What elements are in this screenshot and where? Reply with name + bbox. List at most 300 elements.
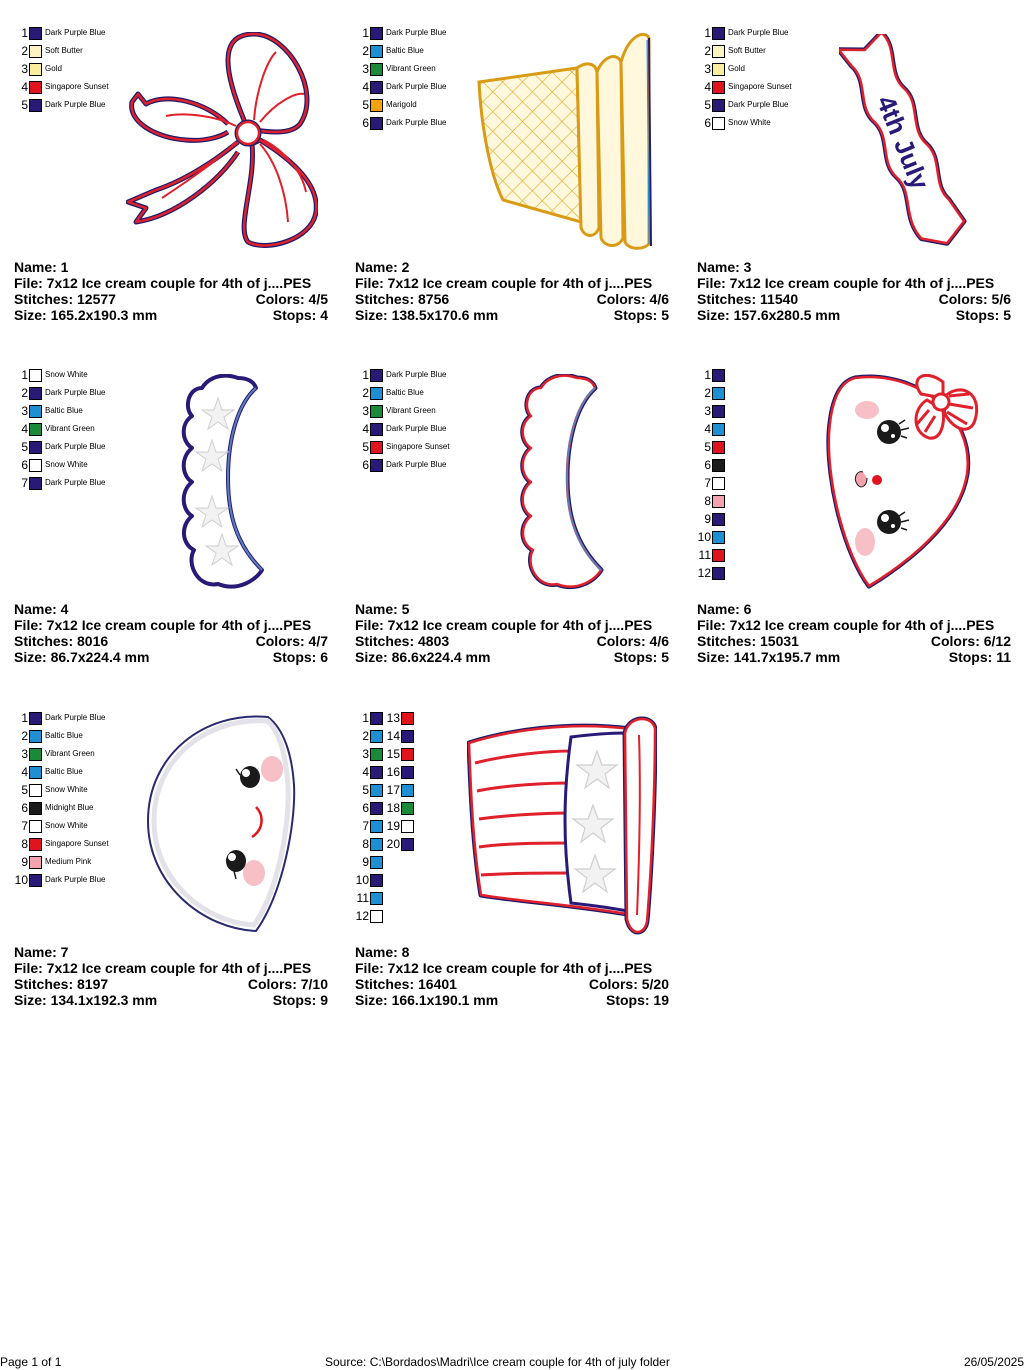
legend-item [697,44,766,58]
color-swatch [29,81,42,94]
legend-number: 1 [704,368,711,382]
color-swatch [370,117,383,130]
legend-number: 10 [14,873,28,887]
color-swatch [401,784,414,797]
legend-number: 5 [704,440,711,454]
design-file: File: 7x12 Ice cream couple for 4th of j....PES [697,617,995,633]
design-size: Size: 86.6x224.4 mm [355,649,491,665]
thread-name: Singapore Sunset [728,82,792,91]
color-swatch [370,730,383,743]
color-swatch [370,820,383,833]
thread-name: Baltic Blue [386,388,424,397]
legend-item [14,729,83,743]
legend-item [355,404,436,418]
legend-number: 5 [21,440,28,454]
legend-item [14,819,88,833]
legend-item [14,476,105,490]
thread-name: Snow White [728,118,771,127]
legend-item [14,26,105,40]
design-stitches: Stitches: 12577 [14,291,116,307]
legend-item [355,368,446,382]
legend-item [14,404,83,418]
banner-text: 4th July [870,91,936,194]
design-card-6 [697,362,1024,682]
legend-number: 8 [21,837,28,851]
design-colors: Colors: 5/20 [588,976,669,992]
color-swatch [29,27,42,40]
legend-item [14,765,83,779]
thread-name: Baltic Blue [386,46,424,55]
thread-name: Dark Purple Blue [386,118,447,127]
thread-name: Singapore Sunset [45,839,109,848]
design-size: Size: 134.1x192.3 mm [14,992,158,1008]
legend-number: 3 [704,404,711,418]
legend-number: 18 [386,801,400,815]
legend-item [355,909,383,923]
legend-item [697,458,725,472]
legend-number: 5 [21,98,28,112]
design-stitches: Stitches: 8756 [355,291,450,307]
legend-number: 6 [704,458,711,472]
thread-name: Dark Purple Blue [45,28,106,37]
legend-item [14,368,88,382]
legend-number: 11 [356,891,369,905]
color-swatch [370,874,383,887]
legend-item [355,44,424,58]
design-name: Name: 6 [697,601,752,617]
legend-number: 1 [21,711,28,725]
legend-number: 2 [21,386,28,400]
legend-item [14,855,91,869]
legend-item [355,440,450,454]
legend-number: 2 [21,44,28,58]
color-swatch [712,117,725,130]
thread-name: Baltic Blue [45,406,83,415]
color-swatch [712,459,725,472]
design-file: File: 7x12 Ice cream couple for 4th of j....PES [355,617,653,633]
design-name: Name: 4 [14,601,69,617]
legend-item [697,440,725,454]
design-stops: Stops: 5 [613,307,669,323]
color-swatch [712,495,725,508]
color-swatch [370,81,383,94]
design-name: Name: 2 [355,259,410,275]
color-swatch [712,567,725,580]
color-swatch [370,838,383,851]
thread-name: Baltic Blue [45,767,83,776]
design-file: File: 7x12 Ice cream couple for 4th of j....PES [697,275,995,291]
thread-name: Vibrant Green [386,406,436,415]
legend-number: 1 [362,711,369,725]
legend-item [355,819,414,833]
color-swatch [712,549,725,562]
legend-number: 4 [21,765,28,779]
thread-name: Dark Purple Blue [45,713,106,722]
legend-item [697,98,788,112]
legend-item [14,458,88,472]
color-swatch [370,423,383,436]
color-swatch [370,856,383,869]
thread-name: Soft Butter [728,46,766,55]
legend-number: 6 [21,801,28,815]
legend-number: 1 [362,368,369,382]
legend-item [697,422,725,436]
legend-number: 4 [704,422,711,436]
legend-item [355,26,446,40]
design-size: Size: 165.2x190.3 mm [14,307,158,323]
design-name: Name: 1 [14,259,69,275]
legend-item [355,422,446,436]
design-name: Name: 3 [697,259,752,275]
legend-item [14,62,62,76]
legend-item [355,891,383,905]
source-path: Source: C:\Bordados\Madri\Ice cream couple for 4th of july folder [325,1355,670,1369]
legend-item [14,422,95,436]
design-stops: Stops: 11 [948,649,1011,665]
legend-number: 12 [355,909,369,923]
thread-name: Dark Purple Blue [728,100,789,109]
design-size: Size: 141.7x195.7 mm [697,649,841,665]
legend-item [14,801,93,815]
print-date: 26/05/2025 [963,1355,1024,1369]
legend-item [355,711,414,725]
legend-number: 4 [21,80,28,94]
legend-item [697,368,725,382]
legend-number: 10 [697,530,711,544]
cream-scoop-icon [517,374,607,592]
thread-name: Dark Purple Blue [45,442,106,451]
legend-item [355,855,383,869]
color-swatch [370,387,383,400]
design-card-3 [697,20,1024,340]
legend-number: 8 [704,494,711,508]
thread-name: Midnight Blue [45,803,94,812]
color-swatch [370,99,383,112]
design-size: Size: 138.5x170.6 mm [355,307,499,323]
color-swatch [29,369,42,382]
legend-number: 11 [698,548,711,562]
thread-name: Vibrant Green [386,64,436,73]
legend-number: 4 [362,80,369,94]
legend-number: 4 [362,765,369,779]
design-stitches: Stitches: 8016 [14,633,109,649]
thread-name: Dark Purple Blue [386,370,447,379]
color-swatch [370,405,383,418]
legend-item [14,783,88,797]
color-swatch [712,369,725,382]
legend-item [697,116,771,130]
thread-name: Dark Purple Blue [386,460,447,469]
color-swatch [29,387,42,400]
color-swatch [29,441,42,454]
design-size: Size: 166.1x190.1 mm [355,992,499,1008]
legend-number: 7 [21,819,28,833]
design-colors: Colors: 4/6 [596,633,669,649]
design-stitches: Stitches: 16401 [355,976,457,992]
legend-number: 2 [704,386,711,400]
thread-name: Dark Purple Blue [386,28,447,37]
design-file: File: 7x12 Ice cream couple for 4th of j....PES [355,275,653,291]
color-swatch [29,856,42,869]
design-file: File: 7x12 Ice cream couple for 4th of j....PES [14,960,312,976]
color-swatch [29,45,42,58]
legend-number: 3 [362,404,369,418]
color-swatch [29,730,42,743]
color-swatch [401,730,414,743]
legend-item [697,26,788,40]
color-swatch [29,459,42,472]
design-stops: Stops: 9 [272,992,328,1008]
legend-item [697,530,725,544]
legend-item [355,873,383,887]
color-swatch [29,712,42,725]
design-stitches: Stitches: 15031 [697,633,799,649]
color-swatch [29,874,42,887]
thread-name: Baltic Blue [45,731,83,740]
legend-item [355,801,414,815]
legend-number: 2 [362,386,369,400]
legend-number: 6 [704,116,711,130]
design-colors: Colors: 7/10 [247,976,328,992]
legend-number: 4 [704,80,711,94]
thread-name: Marigold [386,100,417,109]
design-colors: Colors: 4/5 [255,291,328,307]
legend-number: 6 [21,458,28,472]
legend-number: 3 [362,62,369,76]
design-stops: Stops: 19 [605,992,669,1008]
design-file: File: 7x12 Ice cream couple for 4th of j....PES [14,617,312,633]
legend-number: 5 [362,440,369,454]
legend-number: 2 [704,44,711,58]
thread-name: Dark Purple Blue [728,28,789,37]
design-stops: Stops: 5 [613,649,669,665]
design-info [697,601,1011,665]
legend-number: 9 [704,512,711,526]
design-stops: Stops: 5 [955,307,1011,323]
color-swatch [370,802,383,815]
legend-number: 2 [362,44,369,58]
color-swatch [712,441,725,454]
legend-item [355,729,414,743]
banner-icon [839,34,969,250]
color-swatch [370,63,383,76]
color-swatch [712,405,725,418]
legend-number: 5 [362,783,369,797]
legend-item [697,548,725,562]
design-card-1 [14,20,344,340]
design-info [355,259,669,323]
thread-name: Dark Purple Blue [45,100,106,109]
legend-number: 4 [362,422,369,436]
design-card-2 [355,20,685,340]
legend-number: 3 [21,404,28,418]
legend-number: 5 [21,783,28,797]
design-colors: Colors: 5/6 [938,291,1011,307]
color-swatch [370,459,383,472]
legend-number: 6 [362,458,369,472]
legend-item [355,783,414,797]
design-file: File: 7x12 Ice cream couple for 4th of j....PES [355,960,653,976]
color-swatch [370,892,383,905]
color-swatch [370,712,383,725]
legend-item [14,747,95,761]
bow-icon [126,32,318,250]
legend-number: 2 [362,729,369,743]
color-swatch [29,748,42,761]
color-swatch [29,838,42,851]
legend-number: 7 [362,819,369,833]
legend-item [14,837,109,851]
color-swatch [712,99,725,112]
color-swatch [370,27,383,40]
thread-name: Gold [45,64,62,73]
girl-face-bow-icon [825,374,985,592]
color-swatch [712,531,725,544]
legend-item [355,837,414,851]
thread-name: Singapore Sunset [386,442,450,451]
legend-number: 5 [704,98,711,112]
legend-number: 6 [362,801,369,815]
design-info [14,259,328,323]
thread-name: Vibrant Green [45,749,95,758]
design-stops: Stops: 4 [272,307,328,323]
legend-item [697,494,725,508]
legend-item [14,44,83,58]
legend-number: 19 [386,819,400,833]
thread-name: Dark Purple Blue [386,424,447,433]
color-swatch [401,802,414,815]
design-card-5 [355,362,685,682]
design-name: Name: 7 [14,944,69,960]
color-swatch [370,910,383,923]
legend-item [355,98,417,112]
thread-name: Dark Purple Blue [45,875,106,884]
design-card-8 [355,705,685,1025]
legend-number: 1 [704,26,711,40]
legend-number: 13 [386,711,400,725]
design-info [14,944,328,1008]
legend-number: 9 [362,855,369,869]
uncle-sam-hat-icon [467,715,657,935]
legend-number: 5 [362,98,369,112]
design-card-7 [14,705,344,1025]
design-stops: Stops: 6 [272,649,328,665]
thread-name: Snow White [45,821,88,830]
design-stitches: Stitches: 4803 [355,633,450,649]
legend-number: 1 [21,368,28,382]
color-swatch [29,477,42,490]
legend-number: 3 [362,747,369,761]
thread-name: Medium Pink [45,857,92,866]
legend-number: 16 [386,765,400,779]
color-swatch [29,63,42,76]
page-number: Page 1 of 1 [0,1355,62,1369]
design-info [355,944,669,1008]
color-swatch [370,748,383,761]
legend-number: 10 [355,873,369,887]
color-swatch [370,766,383,779]
design-info [697,259,1011,323]
legend-item [697,80,792,94]
thread-name: Dark Purple Blue [386,82,447,91]
color-swatch [712,513,725,526]
color-swatch [401,820,414,833]
legend-item [14,386,105,400]
color-swatch [712,387,725,400]
design-card-4 [14,362,344,682]
legend-number: 3 [21,747,28,761]
design-stitches: Stitches: 11540 [697,291,799,307]
design-colors: Colors: 4/6 [596,291,669,307]
legend-item [697,476,725,490]
color-swatch [370,45,383,58]
color-swatch [29,766,42,779]
design-size: Size: 86.7x224.4 mm [14,649,150,665]
legend-number: 12 [697,566,711,580]
legend-item [355,458,446,472]
color-swatch [29,405,42,418]
design-info [355,601,669,665]
thread-name: Singapore Sunset [45,82,109,91]
legend-item [697,566,725,580]
thread-name: Soft Butter [45,46,83,55]
legend-item [355,80,446,94]
color-swatch [712,423,725,436]
legend-item [14,98,105,112]
legend-number: 15 [386,747,400,761]
thread-name: Vibrant Green [45,424,95,433]
design-colors: Colors: 6/12 [930,633,1011,649]
legend-item [697,512,725,526]
legend-item [355,62,436,76]
legend-number: 1 [21,26,28,40]
thread-name: Dark Purple Blue [45,478,106,487]
color-swatch [401,766,414,779]
cream-scoop-stars-icon [178,374,268,592]
legend-number: 4 [21,422,28,436]
color-swatch [29,820,42,833]
legend-number: 7 [21,476,28,490]
legend-item [14,80,109,94]
legend-number: 17 [386,783,400,797]
color-swatch [712,477,725,490]
color-swatch [712,81,725,94]
color-swatch [370,441,383,454]
legend-number: 1 [362,26,369,40]
color-swatch [712,45,725,58]
color-swatch [401,748,414,761]
design-colors: Colors: 4/7 [255,633,328,649]
legend-number: 6 [362,116,369,130]
design-info [14,601,328,665]
design-name: Name: 8 [355,944,410,960]
legend-item [14,873,105,887]
legend-item [355,747,414,761]
color-swatch [29,802,42,815]
legend-number: 14 [386,729,400,743]
legend-item [355,116,446,130]
legend-number: 20 [386,837,400,851]
color-swatch [712,63,725,76]
waffle-cone-icon [473,32,653,250]
legend-item [355,386,424,400]
legend-item [14,440,105,454]
legend-number: 8 [362,837,369,851]
legend-item [697,62,745,76]
legend-number: 3 [21,62,28,76]
thread-name: Dark Purple Blue [45,388,106,397]
legend-item [14,711,105,725]
